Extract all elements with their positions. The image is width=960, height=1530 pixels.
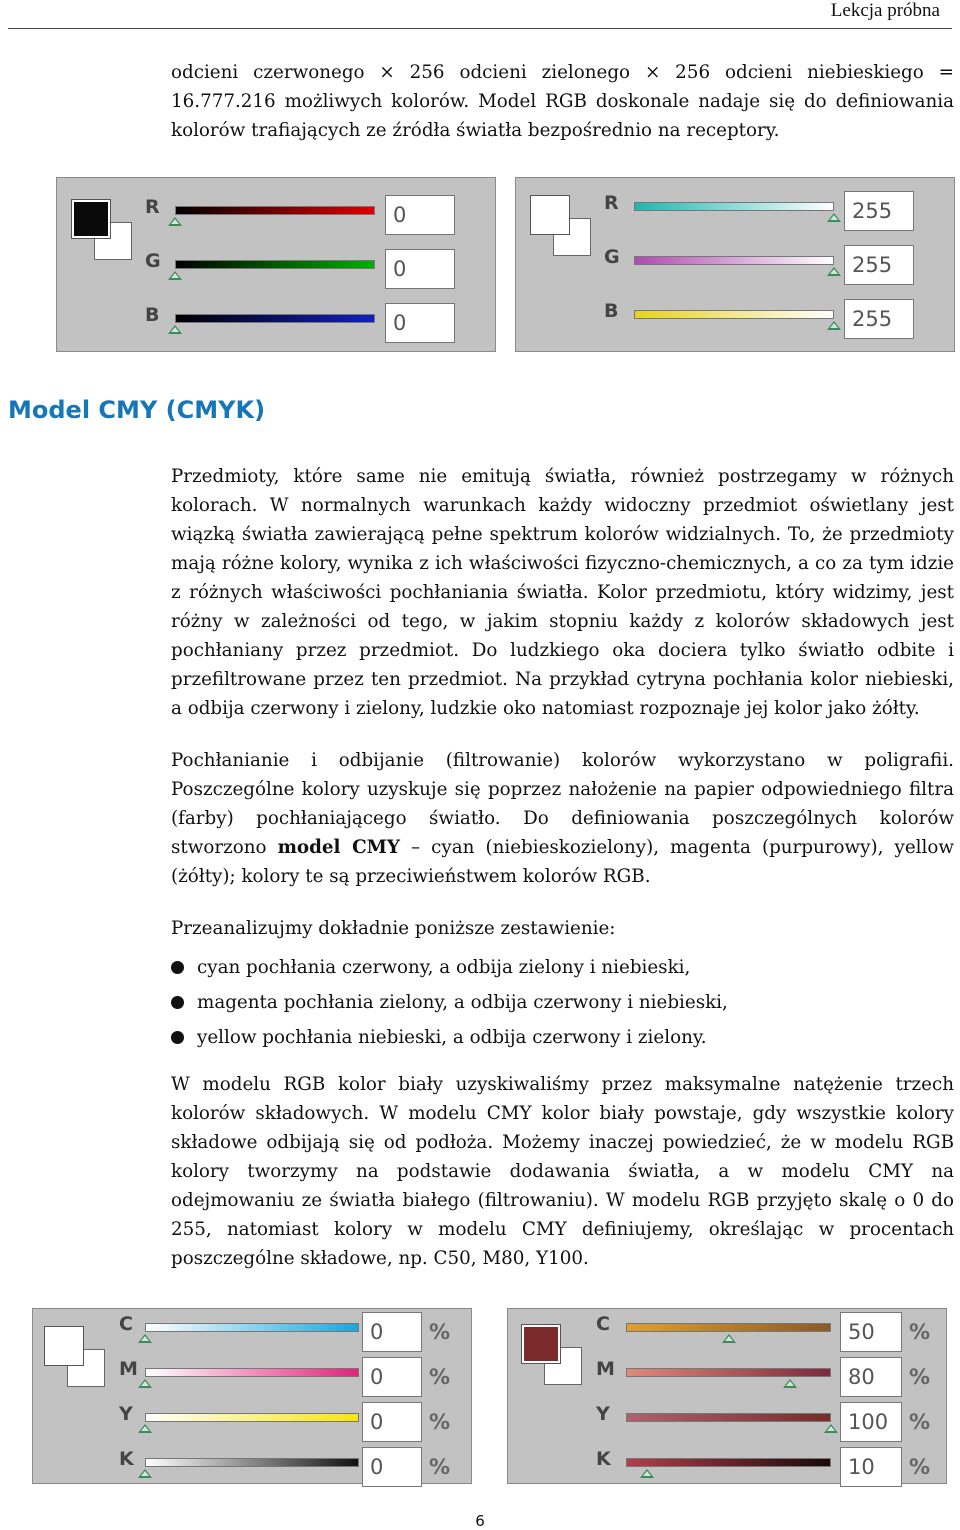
slider-handle[interactable] xyxy=(827,267,841,276)
list-item-text: yellow pochłania niebieski, a odbija czerwony i zielony. xyxy=(197,1027,707,1048)
channel-label: G xyxy=(145,250,161,272)
paragraph-poligrafia xyxy=(171,746,954,891)
percent-unit-label: % xyxy=(429,1455,451,1479)
channel-value-input[interactable]: 0 xyxy=(385,195,455,235)
percent-unit-label: % xyxy=(429,1320,451,1344)
channel-value-input[interactable]: 80 xyxy=(840,1357,902,1397)
percent-unit-label: % xyxy=(909,1365,931,1389)
channel-value-input[interactable]: 0 xyxy=(385,249,455,289)
channel-slider-track[interactable] xyxy=(145,1323,359,1332)
slider-handle[interactable] xyxy=(138,1469,152,1478)
paragraph-cmy-intro: Przedmioty, które same nie emitują światła, również postrzegamy w różnych kolorach. W normalnych warunkach każdy widoczny przedmiot oświetlany jest wiązką światła zawierającą pełne spektrum kolorów widzialnych. To, że przedmioty mają różne kolory, wynika z ich właściwości fizyczno-chemicznych, a co za tym idzie z różnych właściwości pochłaniania światła. Kolor przedmiotu, który widzimy, jest różny w zależności od tego, w jakim stopniu każdy z kolorów składowych jest pochłaniany przez przedmiot. Do ludzkiego oka dociera tylko światło odbite i przefiltrowane przez ten przedmiot. Na przykład cytryna pochłania kolor niebieski, a odbija czerwony i zielony, ludzkie oko natomiast rozpoznaje jej kolor jako żółty. xyxy=(171,466,954,719)
list-item xyxy=(171,985,951,1020)
channel-slider-track[interactable] xyxy=(145,1458,359,1467)
paragraph-analysis: Przeanalizujmy dokładnie poniższe zestawienie: xyxy=(171,918,616,939)
channel-value-input[interactable]: 255 xyxy=(844,245,914,285)
percent-unit-label: % xyxy=(909,1455,931,1479)
channel-value-input[interactable]: 100 xyxy=(840,1402,902,1442)
slider-handle[interactable] xyxy=(168,325,182,334)
channel-value-input[interactable]: 0 xyxy=(385,303,455,343)
channel-label: R xyxy=(604,192,619,214)
foreground-color-swatch[interactable] xyxy=(45,1327,83,1365)
channel-slider-track[interactable] xyxy=(626,1368,831,1377)
channel-value-input[interactable]: 0 xyxy=(362,1402,422,1442)
channel-label: Y xyxy=(596,1403,610,1425)
percent-unit-label: % xyxy=(429,1365,451,1389)
rgb-black-panel xyxy=(56,177,496,352)
channel-value-input[interactable]: 255 xyxy=(844,191,914,231)
channel-value-input[interactable]: 255 xyxy=(844,299,914,339)
channel-slider-track[interactable] xyxy=(175,206,375,215)
slider-handle[interactable] xyxy=(722,1334,736,1343)
page-header xyxy=(0,0,960,30)
cmyk-white-panel xyxy=(32,1308,472,1484)
list-item-text: magenta pochłania zielony, a odbija czerwony i niebieski, xyxy=(197,992,728,1013)
foreground-color-swatch[interactable] xyxy=(531,196,569,234)
list-item xyxy=(171,950,951,985)
percent-unit-label: % xyxy=(429,1410,451,1434)
channel-label: C xyxy=(119,1313,133,1335)
channel-label: K xyxy=(596,1448,611,1470)
channel-slider-track[interactable] xyxy=(145,1368,359,1377)
channel-label: K xyxy=(119,1448,134,1470)
slider-handle[interactable] xyxy=(168,217,182,226)
channel-value-input[interactable]: 0 xyxy=(362,1447,422,1487)
channel-value-input[interactable]: 50 xyxy=(840,1312,902,1352)
slider-handle[interactable] xyxy=(827,321,841,330)
absorption-list xyxy=(171,950,951,1055)
channel-slider-track[interactable] xyxy=(634,256,834,265)
percent-unit-label: % xyxy=(909,1320,931,1344)
channel-label: G xyxy=(604,246,620,268)
channel-slider-track[interactable] xyxy=(626,1323,831,1332)
list-item xyxy=(171,1020,951,1055)
percent-unit-label: % xyxy=(909,1410,931,1434)
foreground-color-swatch[interactable] xyxy=(522,1325,560,1363)
slider-handle[interactable] xyxy=(783,1379,797,1388)
channel-slider-track[interactable] xyxy=(175,314,375,323)
channel-label: M xyxy=(119,1358,138,1380)
slider-handle[interactable] xyxy=(138,1379,152,1388)
paragraph-rgb-intro: odcieni czerwonego × 256 odcieni zielonego × 256 odcieni niebieskiego = 16.777.216 możliwych kolorów. Model RGB doskonale nadaje się do definiowania kolorów trafiających ze źródła światła bezpośrednio na receptory. xyxy=(171,62,954,141)
paragraph-poligrafia-text: Pochłanianie i odbijanie (filtrowanie) kolorów wykorzystano w poligrafii. Poszczególne kolory uzyskuje się poprzez nałożenie na papier odpowiedniego filtra (farby) pochłaniającego światło. Do definiowania poszczególnych kolorów stworzono xyxy=(171,750,954,858)
list-item-text: cyan pochłania czerwony, a odbija zielony i niebieski, xyxy=(197,957,691,978)
header-title: Lekcja próbna xyxy=(830,0,940,21)
channel-label: Y xyxy=(119,1403,133,1425)
channel-slider-track[interactable] xyxy=(145,1413,359,1422)
bullet-icon xyxy=(171,996,184,1009)
channel-value-input[interactable]: 10 xyxy=(840,1447,902,1487)
channel-slider-track[interactable] xyxy=(175,260,375,269)
paragraph-comparison: W modelu RGB kolor biały uzyskiwaliśmy przez maksymalne natężenie trzech kolorów składowych. W modelu CMY kolor biały powstaje, gdy wszystkie kolory składowe odbijają się od podłoża. Możemy inaczej powiedzieć, że w modelu RGB kolory tworzymy na podstawie dodawania światła, a w modelu CMY na odejmowaniu ze światła białego (filtrowaniu). W modelu RGB przyjęto skalę o 0 do 255, natomiast kolory w modelu CMY definiujemy, określając w procentach poszczególne składowe, np. C50, M80, Y100. xyxy=(171,1074,954,1269)
channel-label: B xyxy=(604,300,619,322)
slider-handle[interactable] xyxy=(824,1424,838,1433)
bullet-icon xyxy=(171,1031,184,1044)
channel-slider-track[interactable] xyxy=(634,202,834,211)
slider-handle[interactable] xyxy=(168,271,182,280)
channel-slider-track[interactable] xyxy=(626,1413,831,1422)
cmyk-brown-panel xyxy=(507,1308,947,1484)
header-rule xyxy=(8,28,952,29)
slider-handle[interactable] xyxy=(827,213,841,222)
paragraph-poligrafia-end: – cyan (niebieskozielony), magenta (purpurowy), yellow (żółty); kolory te są przeciwieństwem kolorów RGB. xyxy=(171,837,954,887)
slider-handle[interactable] xyxy=(138,1424,152,1433)
channel-value-input[interactable]: 0 xyxy=(362,1357,422,1397)
bullet-icon xyxy=(171,961,184,974)
model-cmy-term: model CMY xyxy=(277,837,400,858)
channel-value-input[interactable]: 0 xyxy=(362,1312,422,1352)
channel-label: B xyxy=(145,304,160,326)
section-heading: Model CMY (CMYK) xyxy=(8,396,266,424)
foreground-color-swatch[interactable] xyxy=(72,200,110,238)
rgb-white-panel xyxy=(515,177,955,352)
channel-slider-track[interactable] xyxy=(626,1458,831,1467)
page-number: 6 xyxy=(475,1512,485,1530)
slider-handle[interactable] xyxy=(138,1334,152,1343)
channel-label: R xyxy=(145,196,160,218)
channel-slider-track[interactable] xyxy=(634,310,834,319)
slider-handle[interactable] xyxy=(640,1469,654,1478)
channel-label: C xyxy=(596,1313,610,1335)
channel-label: M xyxy=(596,1358,615,1380)
